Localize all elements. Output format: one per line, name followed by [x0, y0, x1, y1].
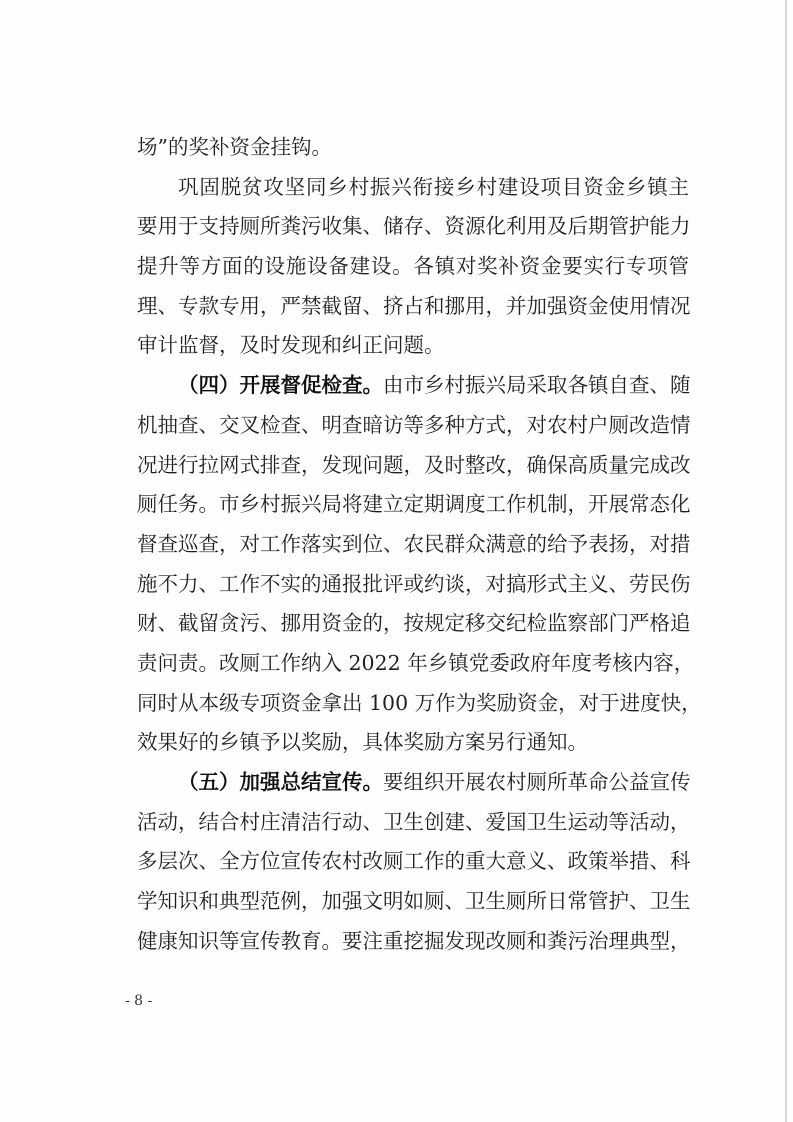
text-line: 同时从本级专项资金拿出 100 万作为奖励资金，对于进度快，: [137, 690, 702, 715]
text-line: 巩固脱贫攻坚同乡村振兴衔接乡村建设项目资金乡镇主: [178, 174, 689, 199]
text-line: 要用于支持厕所粪污收集、储存、资源化利用及后期管护能力: [137, 214, 691, 239]
text-line: 况进行拉网式排查，发现问题，及时整改，确保高质量完成改: [137, 452, 691, 477]
text-line: 审计监督，及时发现和纠正问题。: [137, 333, 445, 358]
text-line: 提升等方面的设施设备建设。各镇对奖补资金要实行专项管: [137, 254, 689, 279]
text-run: 要组织开展农村厕所革命公益宣传: [383, 770, 691, 794]
text-line: 场”的奖补资金挂钩。: [137, 135, 332, 159]
scan-edge: [785, 0, 787, 1122]
page-number: - 8 -: [125, 993, 153, 1009]
text-line: 健康知识等宣传教育。要注重挖掘发现改厕和粪污治理典型，: [137, 928, 691, 953]
text-line: 理、专款专用，严禁截留、挤占和挪用，并加强资金使用情况: [137, 293, 691, 318]
text-line: 机抽查、交叉检查、明查暗访等多种方式，对农村户厕改造情: [137, 412, 691, 437]
text-line: 施不力、工作不实的通报批评或约谈，对搞形式主义、劳民伤: [137, 571, 691, 596]
text-line: 督查巡查，对工作落实到位、农民群众满意的给予表扬，对措: [137, 531, 691, 556]
section-heading: （四）开展督促检查。: [178, 373, 383, 398]
text-line: [137, 763, 689, 803]
text-line: 学知识和典型范例，加强文明如厕、卫生厕所日常管护、卫生: [137, 889, 691, 914]
text-line: 多层次、全方位宣传农村改厕工作的重大意义、政策举措、科: [137, 849, 691, 874]
text-run: 由市乡村振兴局采取各镇自查、随: [383, 373, 691, 398]
section-heading: （五）加强总结宣传。: [178, 770, 383, 794]
text-line: 厕任务。市乡村振兴局将建立定期调度工作机制，开展常态化: [137, 492, 691, 517]
text-line: 效果好的乡镇予以奖励，具体奖励方案另行通知。: [137, 730, 588, 755]
text-line: [137, 366, 689, 406]
text-line: 活动，结合村庄清洁行动、卫生创建、爱国卫生运动等活动，: [137, 809, 691, 834]
text-line: 财、截留贪污、挪用资金的，按规定移交纪检监察部门严格追: [137, 611, 691, 636]
text-line: 责问责。改厕工作纳入 2022 年乡镇党委政府年度考核内容，: [137, 650, 695, 675]
body-text: [137, 128, 702, 961]
